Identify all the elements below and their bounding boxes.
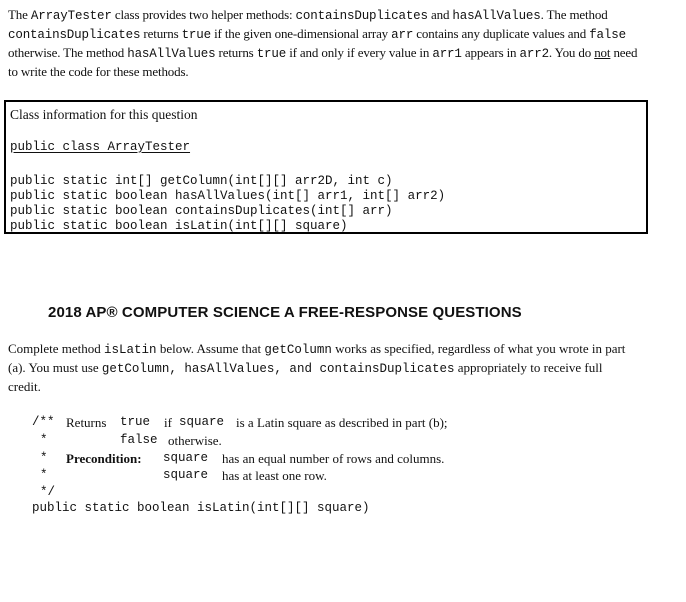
precondition-label: Precondition: — [66, 451, 142, 466]
class-information-box — [4, 100, 648, 234]
section-heading: 2018 AP® COMPUTER SCIENCE A FREE-RESPONSE QUESTIONS — [48, 304, 522, 321]
class-declaration: public class ArrayTester — [10, 140, 191, 154]
emphasis-not: not — [594, 45, 611, 60]
class-name-code: ArrayTester — [30, 9, 112, 23]
method-signature-hasallvalues: public static boolean hasAllValues(int[] arr1, int[] arr2) — [10, 189, 446, 203]
instructions-paragraph: Complete method isLatin below. Assume that getColumn works as specified, regardless of what you wrote in part (a). You must use getColumn, hasAllValues, and containsDuplicates appropriately to receive full credit. — [8, 341, 626, 394]
method-signature-getcolumn: public static int[] getColumn(int[][] arr2D, int c) — [10, 174, 393, 188]
class-info-header: Class information for this question — [10, 107, 198, 122]
method-signature-containsduplicates: public static boolean containsDuplicates(int[] arr) — [10, 204, 393, 218]
islatin-signature: public static boolean isLatin(int[][] square) — [32, 501, 370, 515]
method-signature-islatin: public static boolean isLatin(int[][] square) — [10, 219, 348, 233]
intro-paragraph: The ArrayTester class provides two helper methods: containsDuplicates and hasAllValues. The method containsDuplicates returns true if the given one-dimensional array arr contains any duplicate values and false otherwise. The method hasAllValues returns true if and only if every value in arr1 appears in arr2. You do not need to write the code for these methods. — [8, 7, 638, 79]
